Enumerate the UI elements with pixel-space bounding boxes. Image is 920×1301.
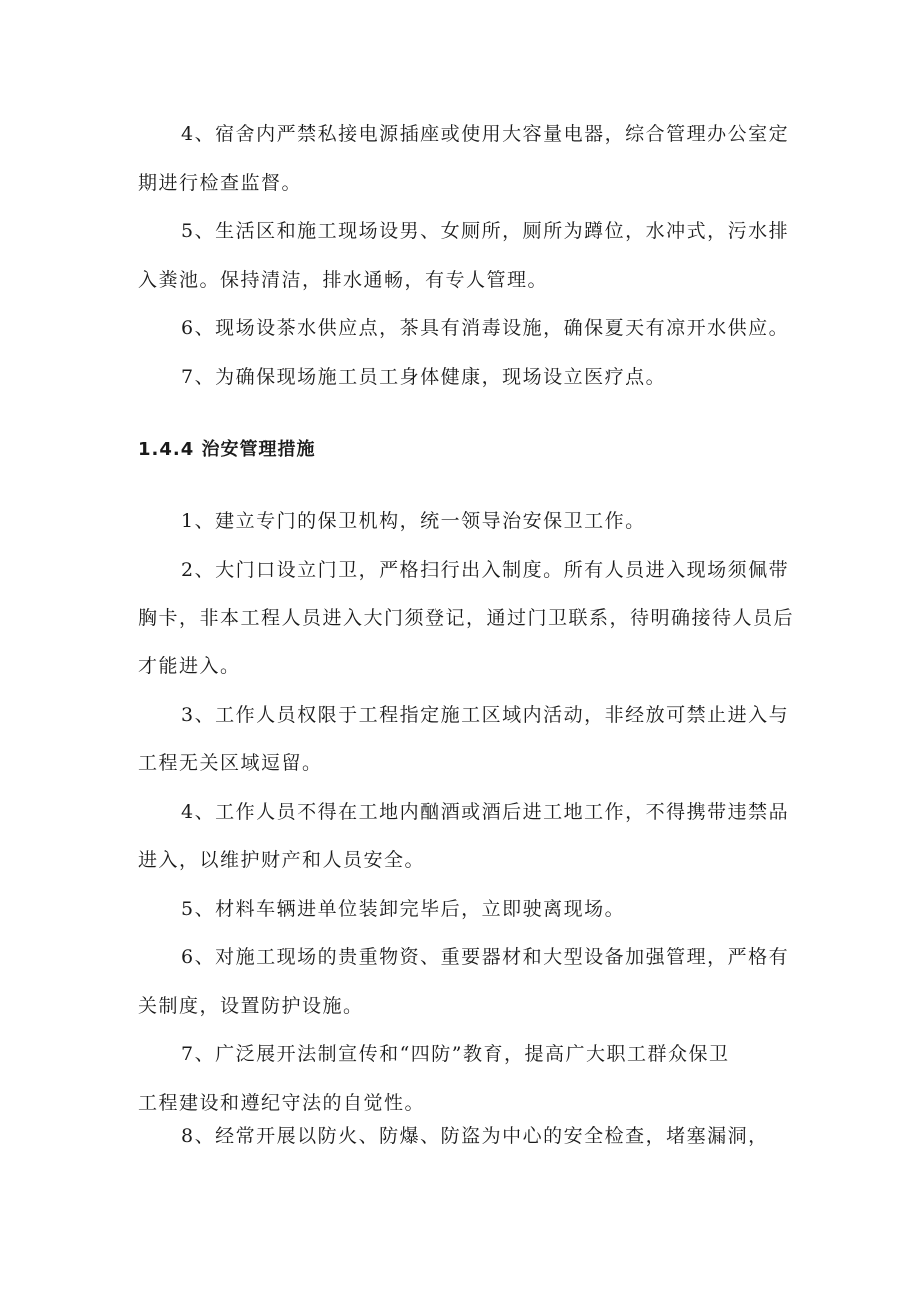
paragraph-4-line-2: 期进行检查监督。	[138, 172, 303, 194]
security-paragraph-2-line-1: 2、大门口设立门卫，严格扫行出入制度。所有人员进入现场须佩带	[181, 559, 790, 581]
paragraph-4-line-1: 4、宿舍内严禁私接电源插座或使用大容量电器，综合管理办公室定	[181, 123, 790, 145]
security-paragraph-2-line-2: 胸卡，非本工程人员进入大门须登记，通过门卫联系，待明确接待人员后	[138, 607, 795, 629]
security-paragraph-2-line-3: 才能进入。	[138, 655, 241, 677]
security-paragraph-4-line-1: 4、工作人员不得在工地内酗酒或酒后进工地工作，不得携带违禁品	[181, 801, 790, 823]
security-paragraph-6-line-1: 6、对施工现场的贵重物资、重要器材和大型设备加强管理，严格有	[181, 946, 790, 968]
security-paragraph-3-line-1: 3、工作人员权限于工程指定施工区域内活动，非经放可禁止进入与	[181, 704, 790, 726]
paragraph-5-line-2: 入粪池。保持清洁，排水通畅，有专人管理。	[138, 269, 549, 291]
paragraph-7-line-1: 7、为确保现场施工员工身体健康，现场设立医疗点。	[181, 366, 667, 388]
security-paragraph-3-line-2: 工程无关区域逗留。	[138, 752, 323, 774]
security-paragraph-7-line-1: 7、广泛展开法制宣传和“四防”教育，提高广大职工群众保卫	[181, 1043, 730, 1065]
paragraph-5-line-1: 5、生活区和施工现场设男、女厕所，厕所为蹲位，水冲式，污水排	[181, 220, 790, 242]
security-paragraph-4-line-2: 进入，以维护财产和人员安全。	[138, 849, 426, 871]
security-paragraph-6-line-2: 关制度，设置防护设施。	[138, 995, 364, 1017]
section-heading: 1.4.4 治安管理措施	[138, 439, 316, 460]
security-paragraph-1-line-1: 1、建立专门的保卫机构，统一领导治安保卫工作。	[181, 510, 646, 532]
security-paragraph-5-line-1: 5、材料车辆进单位装卸完毕后，立即驶离现场。	[181, 898, 626, 920]
security-paragraph-7-line-2: 工程建设和遵纪守法的自觉性。	[138, 1092, 426, 1114]
security-paragraph-8-line-1: 8、经常开展以防火、防爆、防盗为中心的安全检查，堵塞漏洞，	[181, 1125, 769, 1147]
paragraph-6-line-1: 6、现场设茶水供应点，茶具有消毒设施，确保夏天有凉开水供应。	[181, 317, 790, 339]
